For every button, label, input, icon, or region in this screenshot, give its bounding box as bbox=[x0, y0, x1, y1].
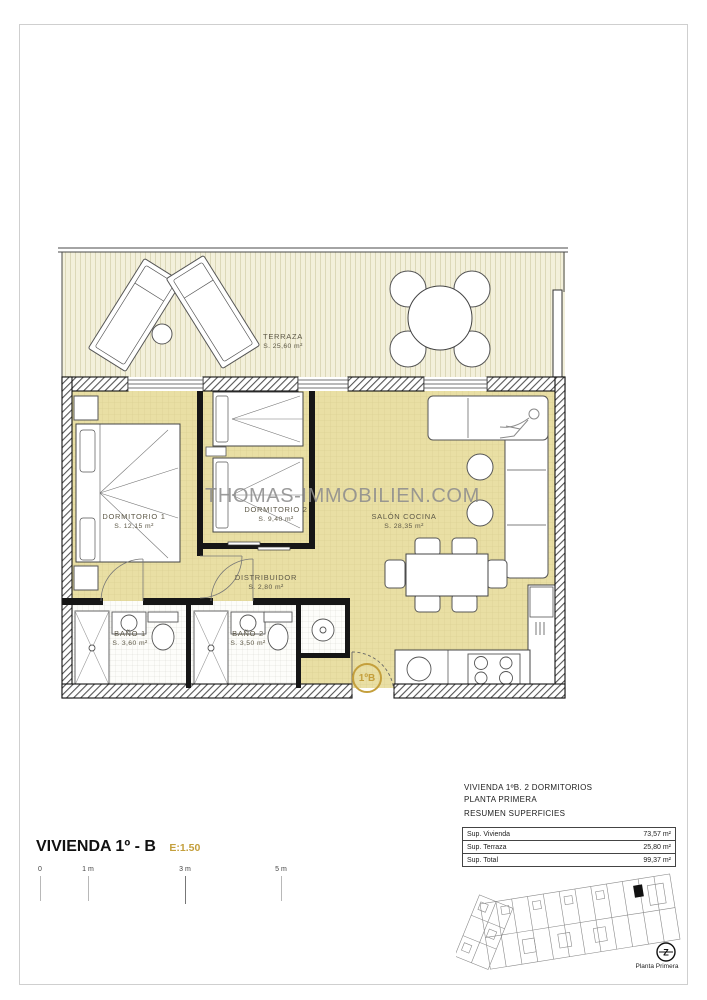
room-area: S. 28,35 m² bbox=[384, 523, 424, 530]
scale-tick-line bbox=[185, 876, 186, 904]
scale-tick bbox=[163, 866, 207, 904]
table-row-value: 25,80 m² bbox=[643, 843, 671, 851]
room-name: DORMITORIO 1 bbox=[102, 512, 166, 521]
unit-badge bbox=[352, 663, 382, 693]
scale-tick-label: 1 m bbox=[82, 866, 94, 873]
table-row bbox=[463, 828, 675, 840]
summary-heading-line: RESUMEN SUPERFICIES bbox=[464, 809, 566, 818]
room-name: SALÓN COCINA bbox=[371, 512, 437, 521]
room-area: S. 3,50 m² bbox=[230, 640, 266, 647]
room-label-dormitorio1 bbox=[59, 512, 209, 530]
summary-heading-line: VIVIENDA 1ºB. 2 DORMITORIOS bbox=[464, 783, 593, 792]
north-arrow-glyph: Z bbox=[663, 947, 669, 958]
room-name: BAÑO 1 bbox=[114, 629, 146, 638]
scale-tick-line bbox=[281, 876, 282, 901]
key-plan-caption: Planta Primera bbox=[635, 963, 679, 970]
table-row-label: Sup. Vivienda bbox=[467, 830, 511, 838]
room-area: S. 9,40 m² bbox=[258, 516, 294, 523]
scale-tick-line bbox=[40, 876, 41, 901]
table-row-value: 73,57 m² bbox=[643, 830, 671, 838]
room-name: DISTRIBUIDOR bbox=[234, 573, 298, 582]
nightstand-icon bbox=[206, 447, 226, 456]
scale-bar bbox=[0, 866, 340, 911]
room-area: S. 25,60 m² bbox=[263, 343, 303, 350]
table-row-label: Sup. Total bbox=[467, 856, 499, 864]
table-row-label: Sup. Terraza bbox=[467, 843, 507, 851]
room-area: S. 3,60 m² bbox=[112, 640, 148, 647]
page-title: VIVIENDA 1º - B bbox=[36, 838, 156, 855]
table-row bbox=[463, 840, 675, 853]
room-area: S. 12,15 m² bbox=[114, 523, 154, 530]
table-row bbox=[463, 853, 675, 866]
scale-tick-line bbox=[88, 876, 89, 901]
key-plan-thumbnail bbox=[456, 872, 690, 976]
pouf-icon bbox=[467, 454, 493, 480]
title-block bbox=[36, 838, 200, 856]
summary-block bbox=[464, 783, 676, 864]
room-label-bano2 bbox=[173, 629, 323, 647]
room-label-terraza bbox=[208, 332, 358, 350]
scale-tick bbox=[259, 866, 303, 901]
shower-icon bbox=[194, 611, 228, 685]
window-icon bbox=[128, 377, 487, 391]
summary-heading-line: PLANTA PRIMERA bbox=[464, 795, 537, 804]
key-plan-highlighted-unit bbox=[633, 884, 644, 897]
scale-tick-label: 0 bbox=[38, 866, 42, 873]
bed-double-icon bbox=[74, 396, 180, 590]
scale-tick-label: 3 m bbox=[179, 866, 191, 873]
side-table-icon bbox=[152, 324, 172, 344]
scale-tick-label: 5 m bbox=[275, 866, 287, 873]
table-row-value: 99,37 m² bbox=[643, 856, 671, 864]
unit-badge-label: 1ºB bbox=[358, 672, 376, 684]
room-label-salon bbox=[329, 512, 479, 530]
room-name: BAÑO 2 bbox=[232, 629, 264, 638]
watermark: THOMAS-IMMOBILIEN.COM bbox=[205, 485, 480, 507]
scale-tick bbox=[66, 866, 110, 901]
scale-note: E:1.50 bbox=[169, 842, 201, 854]
shower-icon bbox=[75, 611, 109, 685]
north-arrow-icon bbox=[657, 943, 675, 961]
bed-single-icon bbox=[213, 392, 303, 446]
room-name: DORMITORIO 2 bbox=[244, 505, 308, 514]
room-label-distribuidor bbox=[191, 573, 341, 591]
scale-tick bbox=[18, 866, 62, 901]
room-area: S. 2,80 m² bbox=[248, 584, 284, 591]
surface-table bbox=[462, 827, 676, 867]
room-name: TERRAZA bbox=[263, 332, 303, 341]
terrace-side-wall bbox=[553, 290, 562, 377]
